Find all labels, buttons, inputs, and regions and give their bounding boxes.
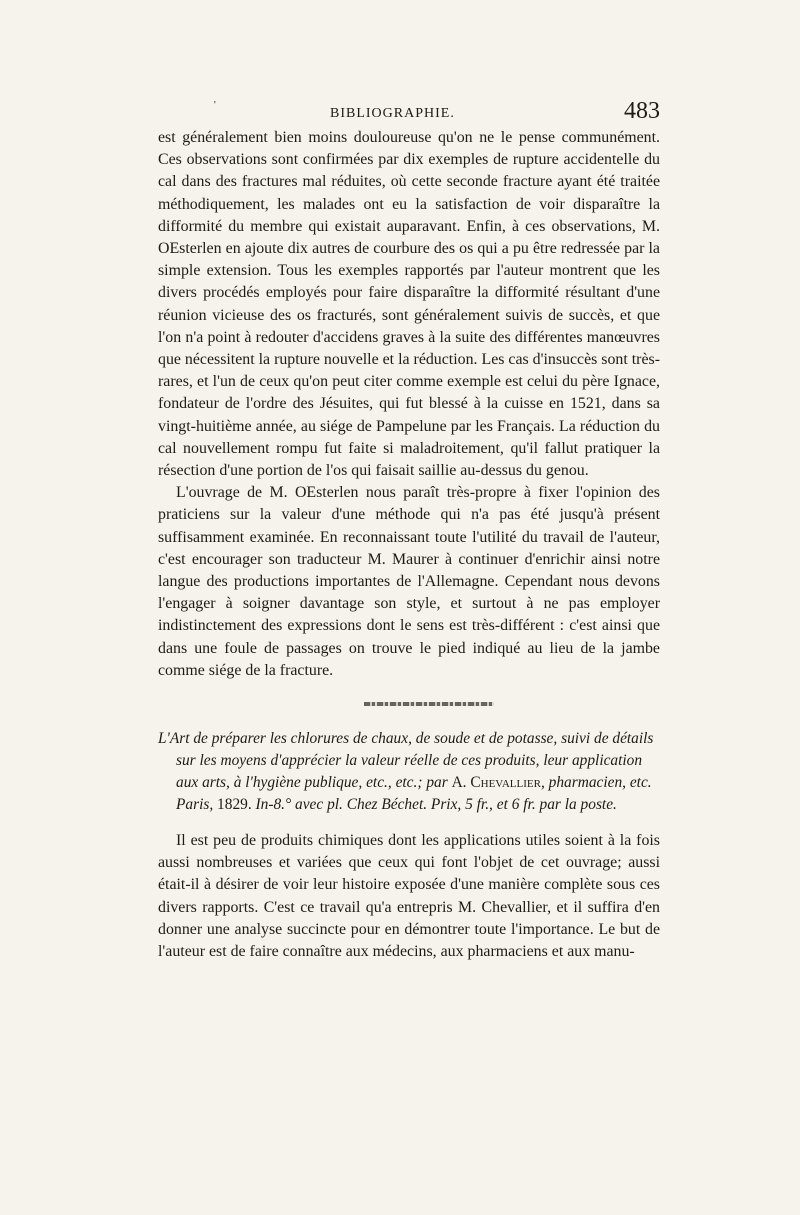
review-title bbox=[158, 728, 660, 816]
review-year: 1829. bbox=[217, 796, 252, 814]
article1-paragraph-2: L'ouvrage de M. OEsterlen nous paraît très-propre à fixer l'opinion des praticiens sur la valeur d'une méthode qui n'a pas été jusqu'à présent suffisamment examinée. En reconnaissant toute l'utilité du travail de l'auteur, c'est encourager son traducteur M. Maurer à continuer d'enrichir ainsi notre langue des productions importantes de l'Allemagne. Cependant nous devons l'engager à soigner davantage son style, et surtout à ne pas employer indistinctement des expressions dont le sens est très-différent : c'est ainsi que dans une foule de passages on trouve le pied indiqué au lieu de la jambe comme siége de la fracture. bbox=[158, 484, 660, 679]
article1-paragraph-1: est généralement bien moins douloureuse qu'on ne le pense communément. Ces observations sont confirmées par dix exemples de rupture accidentelle du cal dans des fractures mal réduites, où cette seconde fracture ayant été traitée méthodiquement, les malades ont eu la satisfaction de voir disparaître la difformité du membre qui existait auparavant. Enfin, à ces observations, M. OEsterlen en ajoute dix autres de courbure des os qui a pu être redressée par la simple extension. Tous les exemples rapportés par l'auteur montrent que les divers procédés employés pour faire disparaître la difformité résultant d'une réunion vicieuse des os fracturés, sont généralement suivis de succès, et que l'on n'a point à redouter d'accidens graves à la suite des différentes manœuvres que nécessitent la rupture nouvelle et la réduction. Les cas d'insuccès sont très-rares, et l'un de ceux qu'on peut citer comme exemple est celui du père Ignace, fondateur de l'ordre des Jésuites, qui fut blessé à la cuisse en 1521, dans sa vingt-huitième année, au siége de Pampelune par les Français. La réduction du cal nouvellement rompu fut faite si maladroitement, qu'il fallut pratiquer la résection d'une portion de l'os qui faisait saillie au-dessus du genou. bbox=[158, 129, 660, 480]
review-paragraph-1: Il est peu de produits chimiques dont les applications utiles soient à la fois aussi nombreuses et variées que ceux qui font l'objet de cet ouvrage; aussi était-il à désirer de voir leur histoire exposée d'une manière complète sous ces divers rapports. C'est ce travail qu'a entrepris M. Chevallier, et il suffira d'en donner une analyse succincte pour en démontrer toute l'importance. Le but de l'auteur est de faire connaître aux médecins, aux pharmaciens et aux manu- bbox=[158, 832, 660, 961]
review-author: A. Chevallier bbox=[451, 774, 541, 792]
review-format: In-8.° avec pl. Chez Béchet. Prix, 5 fr., et 6 fr. par la poste. bbox=[251, 796, 617, 814]
running-head: BIBLIOGRAPHIE. bbox=[330, 106, 455, 121]
review-body bbox=[158, 830, 660, 963]
review-title-part-2: , pharmacien, etc. Paris, bbox=[176, 774, 652, 814]
page-header bbox=[158, 100, 660, 130]
stray-mark: ' bbox=[214, 100, 216, 111]
page-body bbox=[158, 127, 660, 963]
review-title-part-1: L'Art de préparer les chlorures de chaux, de soude et de potasse, suivi de détails sur les moyens d'apprécier la valeur réelle de ces produits, leur application aux arts, à l'hygiène publique, etc., etc.; par bbox=[158, 730, 654, 792]
section-separator bbox=[364, 702, 494, 706]
page-number: 483 bbox=[624, 98, 660, 124]
